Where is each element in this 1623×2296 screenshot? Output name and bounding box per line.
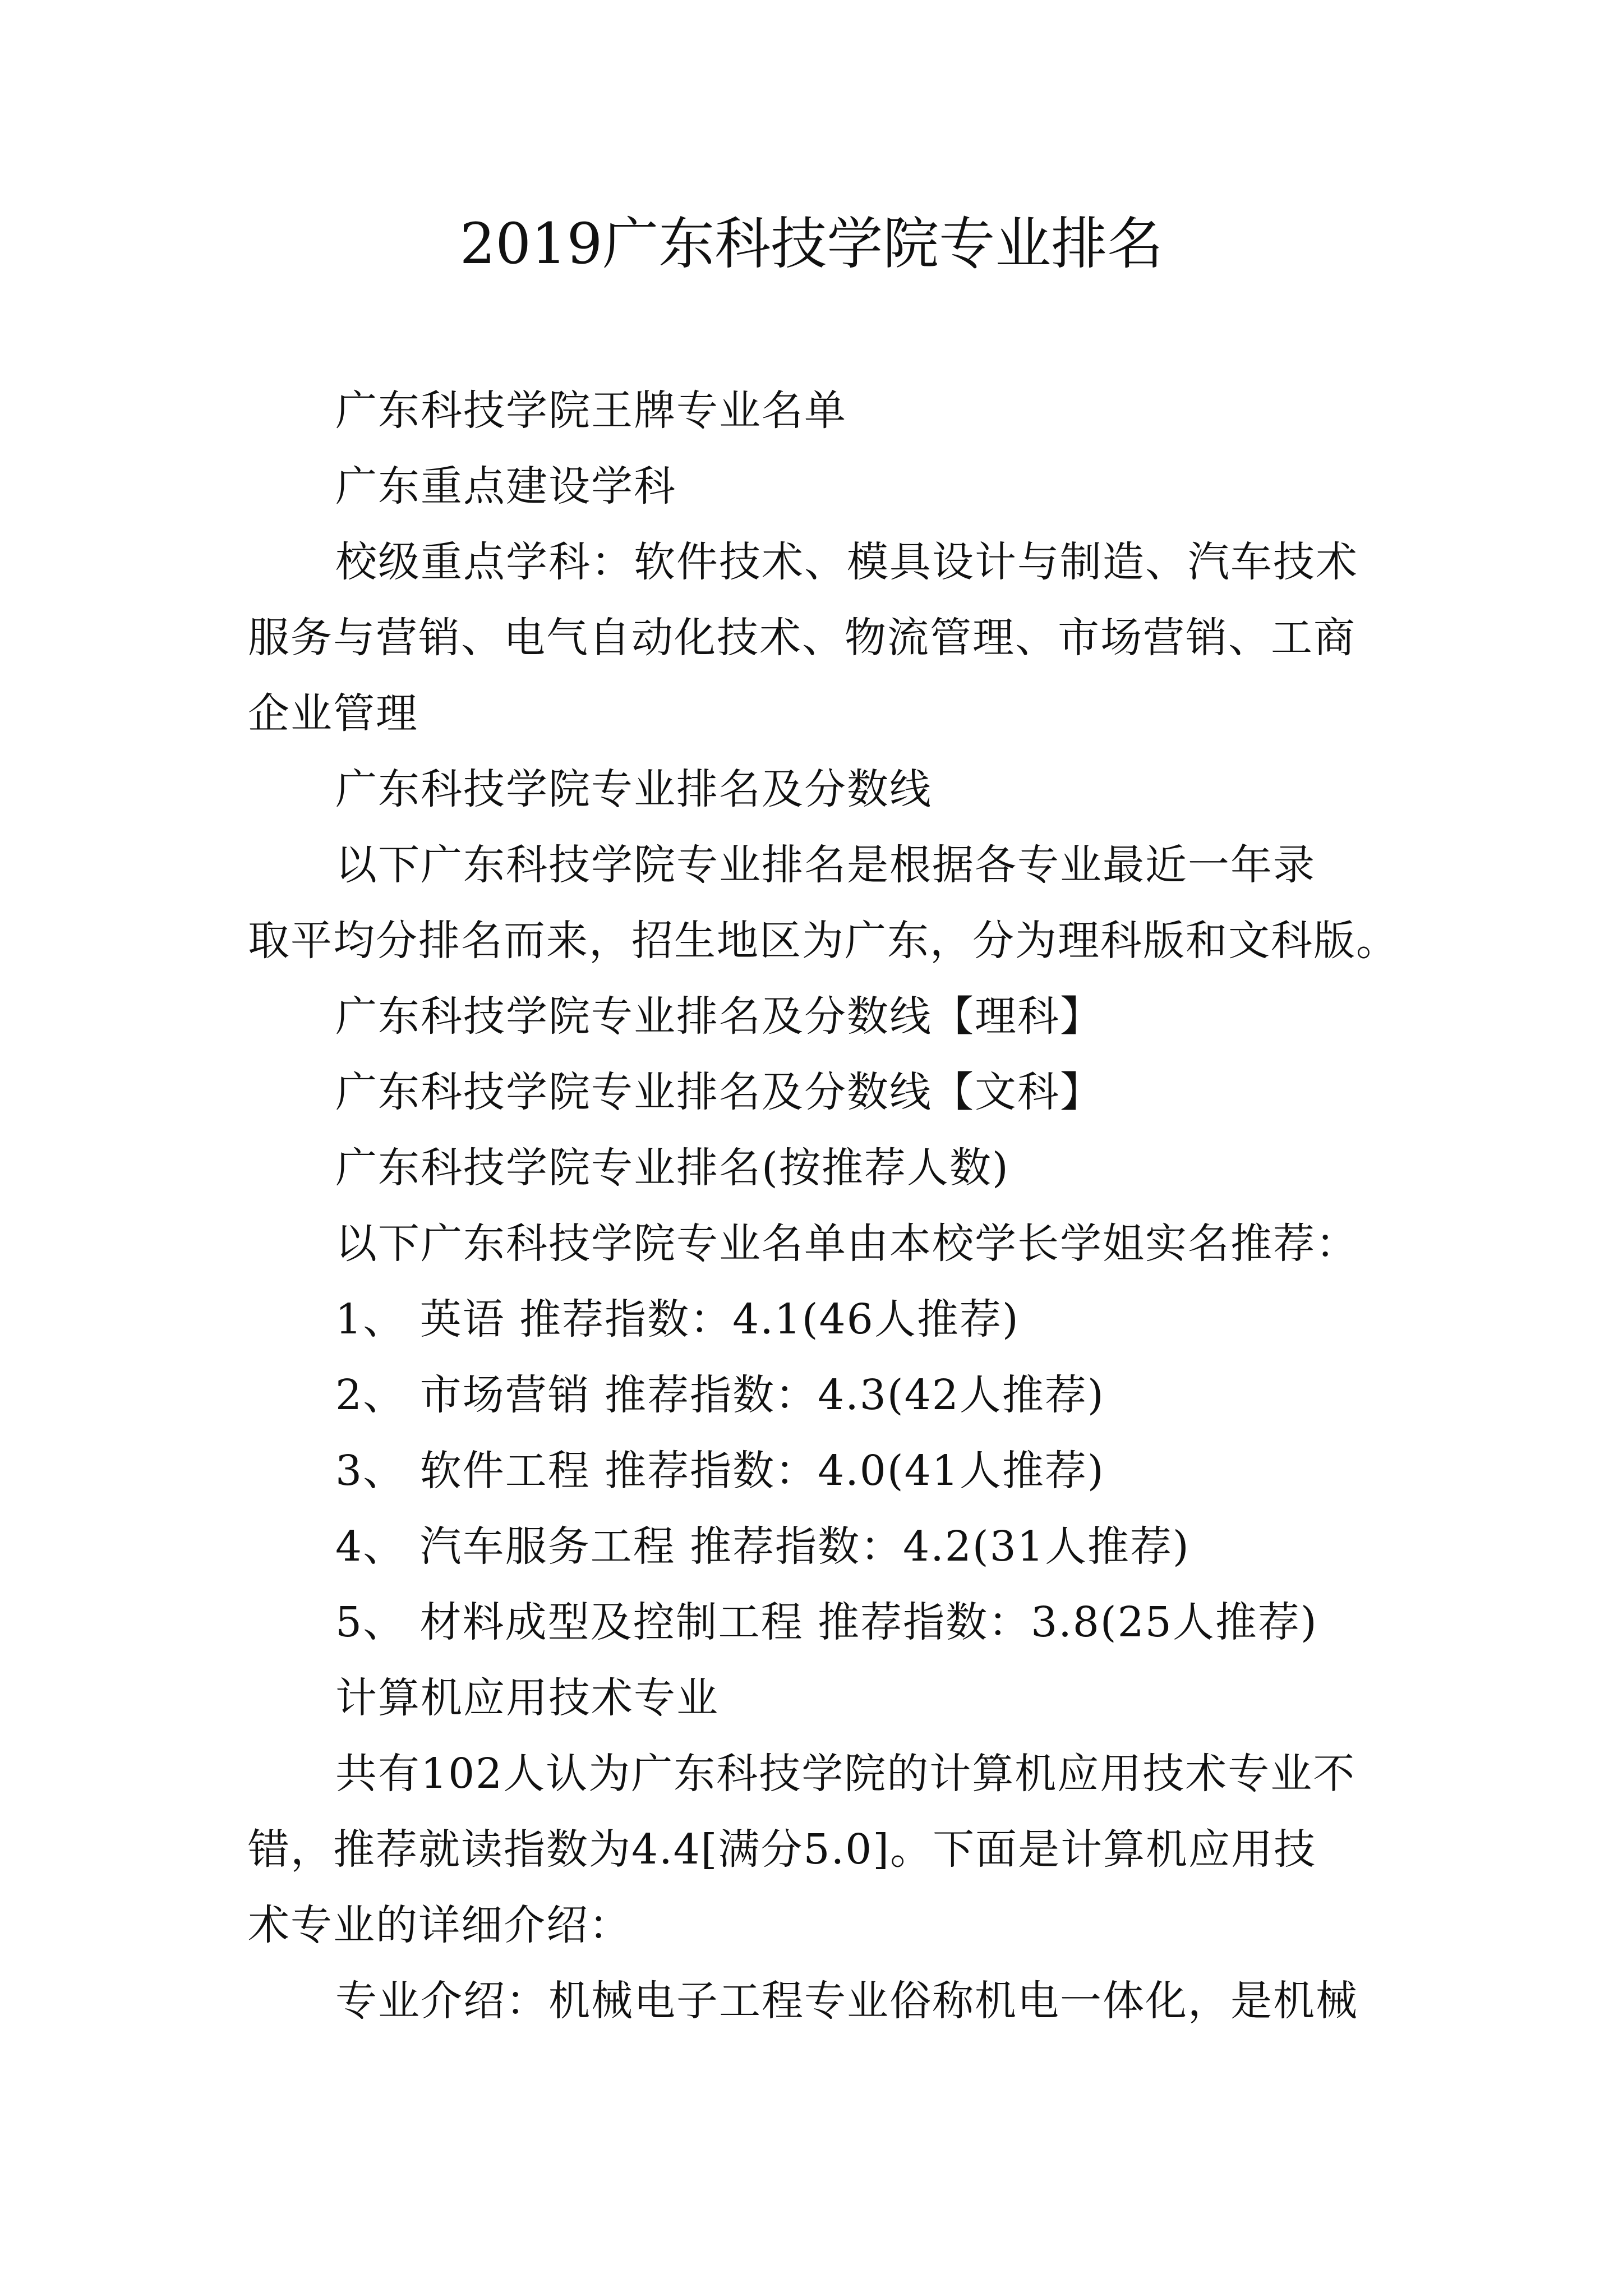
paragraph-line-12: 以下广东科技学院专业名单由本校学长学姐实名推荐： [335,1220,1358,1268]
paragraph-line-14: 错，推荐就读指数为4.4[满分5.0]。下面是计算机应用技 [248,1825,1317,1874]
paragraph-line-10: 广东科技学院专业排名及分数线【文科】 [335,1068,1103,1116]
paragraph-line-5: 企业管理 [248,689,418,738]
document-title: 2019广东科技学院专业排名 [459,211,1164,277]
paragraph-line-3: 校级重点学科：软件技术、模具设计与制造、汽车技术 [335,538,1358,586]
paragraph-line-11: 广东科技学院专业排名(按推荐人数) [335,1144,1009,1192]
paragraph-line-16: 专业介绍：机械电子工程专业俗称机电一体化，是机械 [335,1977,1358,2025]
paragraph-line-8: 取平均分排名而来，招生地区为广东，分为理科版和文科版。 [248,917,1399,965]
paragraph-line-2: 广东重点建设学科 [335,462,676,510]
paragraph-line-1: 广东科技学院王牌专业名单 [335,386,847,435]
section-heading: 计算机应用技术专业 [335,1674,719,1722]
list-item-2: 2、 市场营销 推荐指数：4.3(42人推荐) [335,1371,1105,1419]
list-item-3: 3、 软件工程 推荐指数：4.0(41人推荐) [335,1447,1105,1495]
list-item-5: 5、 材料成型及控制工程 推荐指数：3.8(25人推荐) [335,1598,1318,1646]
paragraph-line-9: 广东科技学院专业排名及分数线【理科】 [335,992,1103,1041]
list-item-1: 1、 英语 推荐指数：4.1(46人推荐) [335,1295,1020,1343]
paragraph-line-4: 服务与营销、电气自动化技术、物流管理、市场营销、工商 [248,614,1356,662]
paragraph-line-7: 以下广东科技学院专业排名是根据各专业最近一年录 [335,841,1316,889]
paragraph-line-13: 共有102人认为广东科技学院的计算机应用技术专业不 [335,1750,1356,1798]
paragraph-line-6: 广东科技学院专业排名及分数线 [335,765,932,813]
paragraph-line-15: 术专业的详细介绍： [248,1901,631,1949]
list-item-4: 4、 汽车服务工程 推荐指数：4.2(31人推荐) [335,1522,1190,1571]
